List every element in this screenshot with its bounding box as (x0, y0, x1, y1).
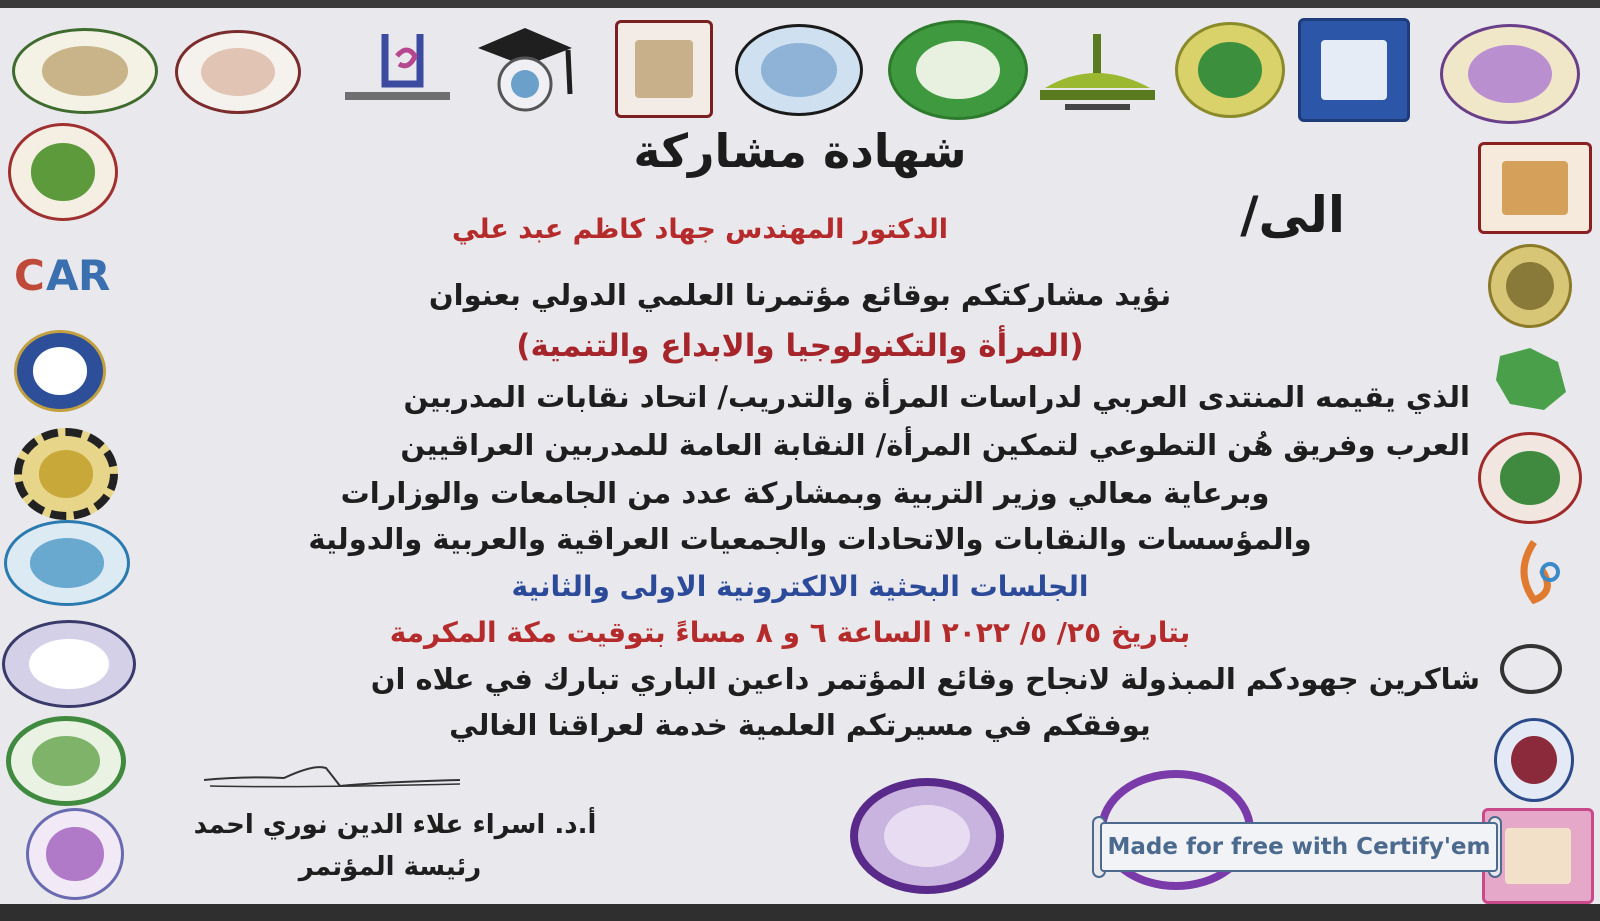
arab-map-logo (4, 520, 130, 606)
signatory-title: رئيسة المؤتمر (298, 852, 482, 882)
car-logo (10, 240, 120, 312)
university-crest-logo (615, 20, 713, 118)
body-line-1: الذي يقيمه المنتدى العربي لدراسات المرأة والتدريب/ اتحاد نقابات المدربين (403, 380, 1470, 414)
bottom-frame-bar (0, 904, 1600, 921)
certificate-title: شهادة مشاركة (633, 124, 967, 178)
university-of-fallujah-logo (1035, 28, 1160, 116)
qadisiyah-university-logo (1440, 24, 1580, 124)
sessions-line: الجلسات البحثية الالكترونية الاولى والثانية (511, 570, 1089, 603)
conference-title: (المرأة والتكنولوجيا والابداع والتنمية) (516, 328, 1084, 364)
wreath-seal-logo (12, 28, 158, 114)
date-line: بتاريخ ٢٥/ ٥/ ٢٠٢٢ الساعة ٦ و ٨ مساءً بتوقيت مكة المكرمة (389, 616, 1191, 649)
gear-seal-logo (14, 428, 118, 520)
arab-map-seal-logo (888, 20, 1028, 120)
body-line-2: العرب وفريق هُن التطوعي لتمكين المرأة/ النقابة العامة للمدربين العراقيين (400, 428, 1470, 462)
orange-figure-logo (1508, 538, 1564, 604)
book-seal-logo (735, 24, 863, 116)
body-line-3: وبرعاية معالي وزير التربية وبمشاركة عدد من الجامعات والوزارات (340, 476, 1270, 510)
svg-text:R: R (78, 251, 111, 300)
intro-line: نؤيد مشاركتكم بوقائع مؤتمرنا العلمي الدولي بعنوان (428, 278, 1172, 312)
purple-foundation-logo (2, 620, 136, 708)
body-line-4: والمؤسسات والنقابات والاتحادات والجمعيات العراقية والعربية والدولية (308, 522, 1312, 556)
trainers-union-wreath-logo (6, 716, 126, 806)
certifyem-watermark: Made for free with Certify'em (1100, 822, 1498, 872)
certificate (0, 8, 1600, 904)
mosque-seal-logo (1175, 22, 1285, 118)
rainbow-forum-logo (26, 808, 124, 900)
red-hands-seal-logo (1478, 432, 1582, 524)
signature-image (200, 758, 480, 798)
dna-seal-logo (1494, 718, 1574, 802)
to-label: الى/ (1240, 186, 1345, 244)
signatory-name: أ.د. اسراء علاء الدين نوري احمد (193, 810, 597, 840)
hunna-purple-seal-logo (850, 778, 1004, 894)
womens-studies-center-logo (345, 26, 450, 108)
gold-seal-logo (1488, 244, 1572, 328)
globe-logo (14, 330, 106, 412)
recipient-name: الدكتور المهندس جهاد كاظم عبد علي (452, 214, 948, 245)
ministry-logo (175, 30, 301, 114)
graduation-cap-logo (468, 22, 583, 114)
green-iraq-map-logo (1480, 338, 1576, 418)
ring-logo (1500, 644, 1562, 694)
technology-university-logo (1298, 18, 1410, 122)
thanks-line-1: شاكرين جهودكم المبذولة لانجاح وقائع المؤتمر داعين الباري تبارك في علاه ان (370, 662, 1480, 696)
thanks-line-2: يوفقكم في مسيرتكم العلمية خدمة لعراقنا الغالي (449, 708, 1151, 742)
svg-text:C: C (14, 251, 45, 300)
svg-text:A: A (46, 251, 79, 300)
